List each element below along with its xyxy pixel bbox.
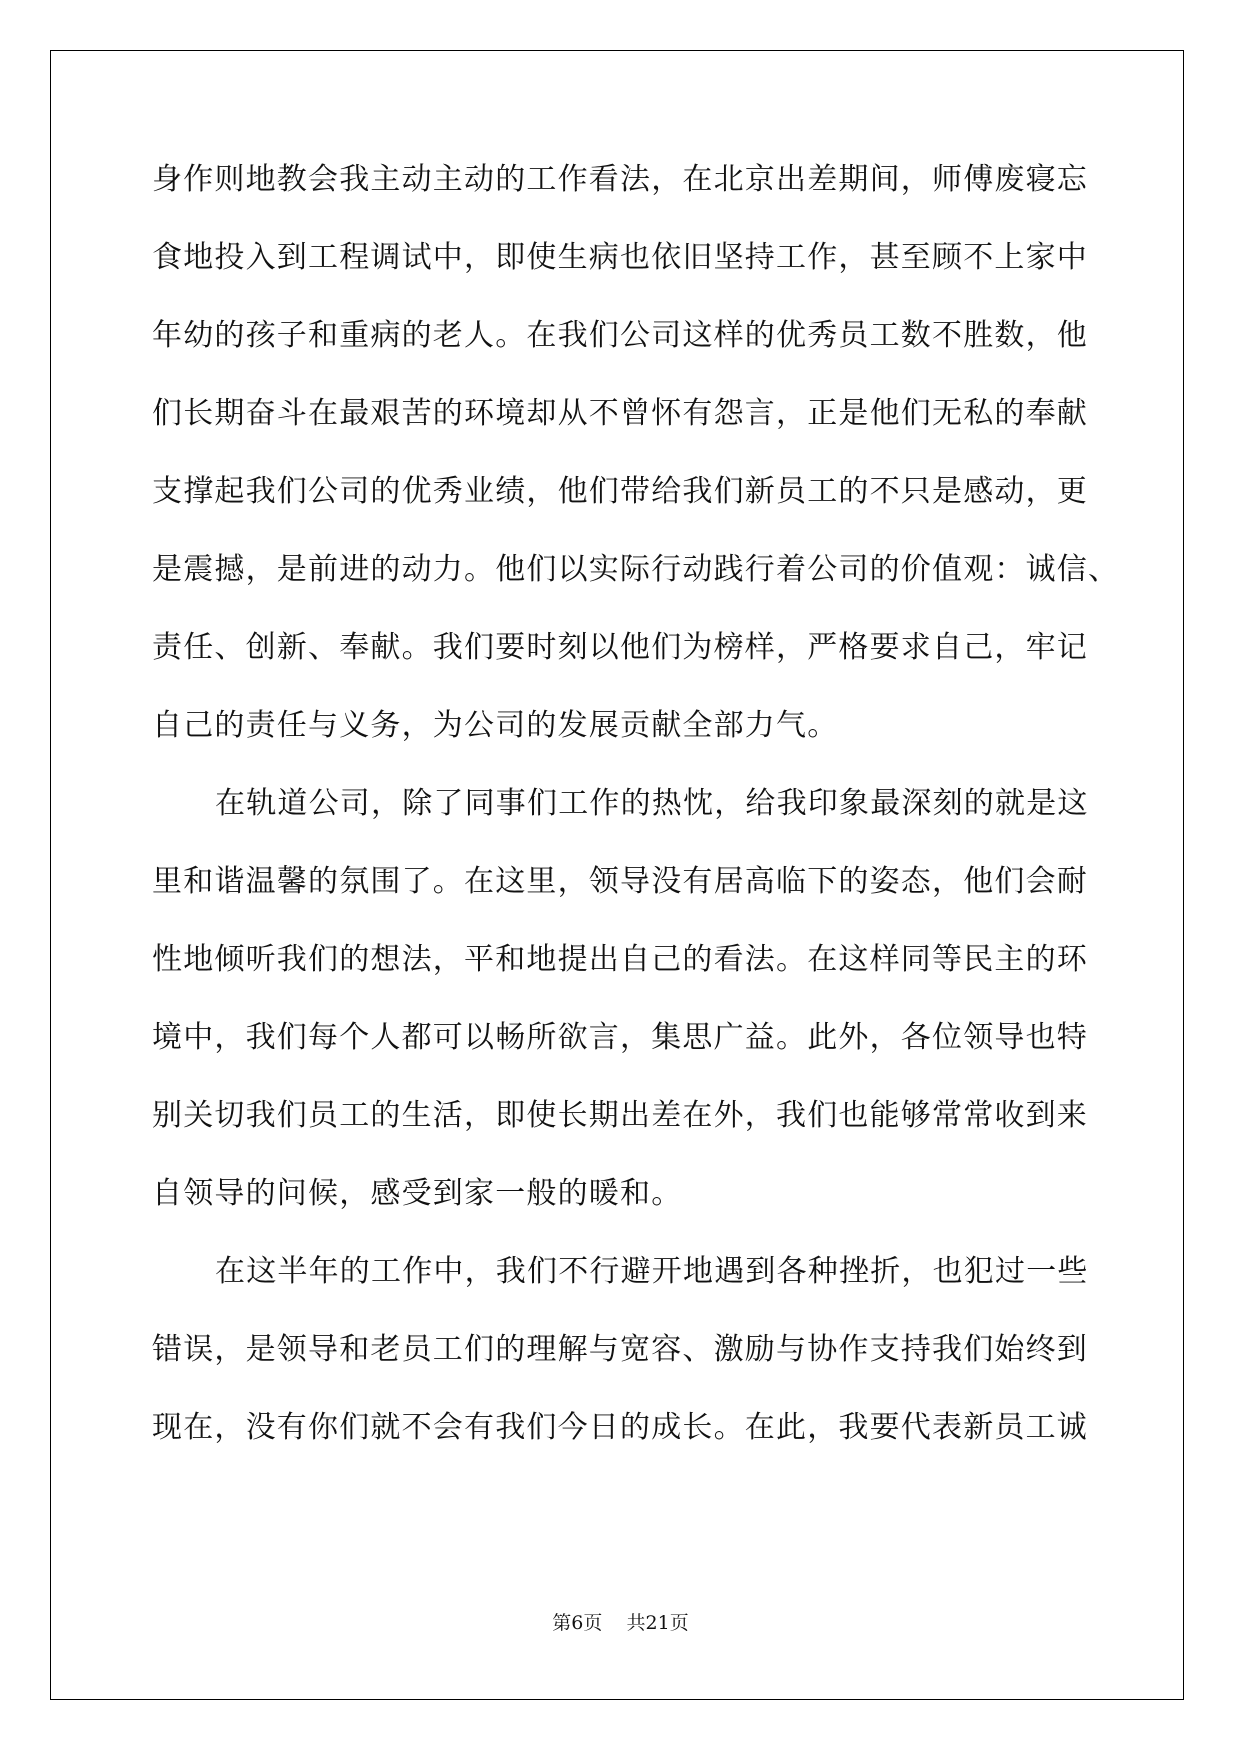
text-line: 食地投入到工程调试中，即使生病也依旧坚持工作，甚至顾不上家中	[152, 240, 1088, 275]
text-line: 是震撼，是前进的动力。他们以实际行动践行着公司的价值观：诚信、	[152, 552, 1120, 587]
text-line: 年幼的孩子和重病的老人。在我们公司这样的优秀员工数不胜数，他	[152, 318, 1088, 353]
text-line: 在这半年的工作中，我们不行避开地遇到各种挫折，也犯过一些	[215, 1254, 1089, 1289]
text-line: 境中，我们每个人都可以畅所欲言，集思广益。此外，各位领导也特	[152, 1020, 1088, 1055]
text-line: 错误，是领导和老员工们的理解与宽容、激励与协作支持我们始终到	[152, 1332, 1088, 1367]
text-line: 支撑起我们公司的优秀业绩，他们带给我们新员工的不只是感动，更	[152, 474, 1088, 509]
text-line: 别关切我们员工的生活，即使长期出差在外，我们也能够常常收到来	[152, 1098, 1088, 1133]
text-line: 在轨道公司，除了同事们工作的热忱，给我印象最深刻的就是这	[215, 786, 1089, 821]
text-line: 责任、创新、奉献。我们要时刻以他们为榜样，严格要求自己，牢记	[152, 630, 1088, 665]
text-line: 自己的责任与义务，为公司的发展贡献全部力气。	[152, 708, 839, 743]
page-number-label: 第6页 共21页	[552, 1612, 689, 1634]
text-line: 里和谐温馨的氛围了。在这里，领导没有居高临下的姿态，他们会耐	[152, 864, 1088, 899]
page-footer	[0, 1608, 1241, 1635]
text-line: 们长期奋斗在最艰苦的环境却从不曾怀有怨言，正是他们无私的奉献	[152, 396, 1088, 431]
text-line: 身作则地教会我主动主动的工作看法，在北京出差期间，师傅废寝忘	[152, 162, 1088, 197]
text-line: 性地倾听我们的想法，平和地提出自己的看法。在这样同等民主的环	[152, 942, 1088, 977]
document-body	[152, 158, 1120, 1484]
text-line: 现在，没有你们就不会有我们今日的成长。在此，我要代表新员工诚	[152, 1410, 1088, 1445]
text-line: 自领导的问候，感受到家一般的暖和。	[152, 1176, 683, 1211]
